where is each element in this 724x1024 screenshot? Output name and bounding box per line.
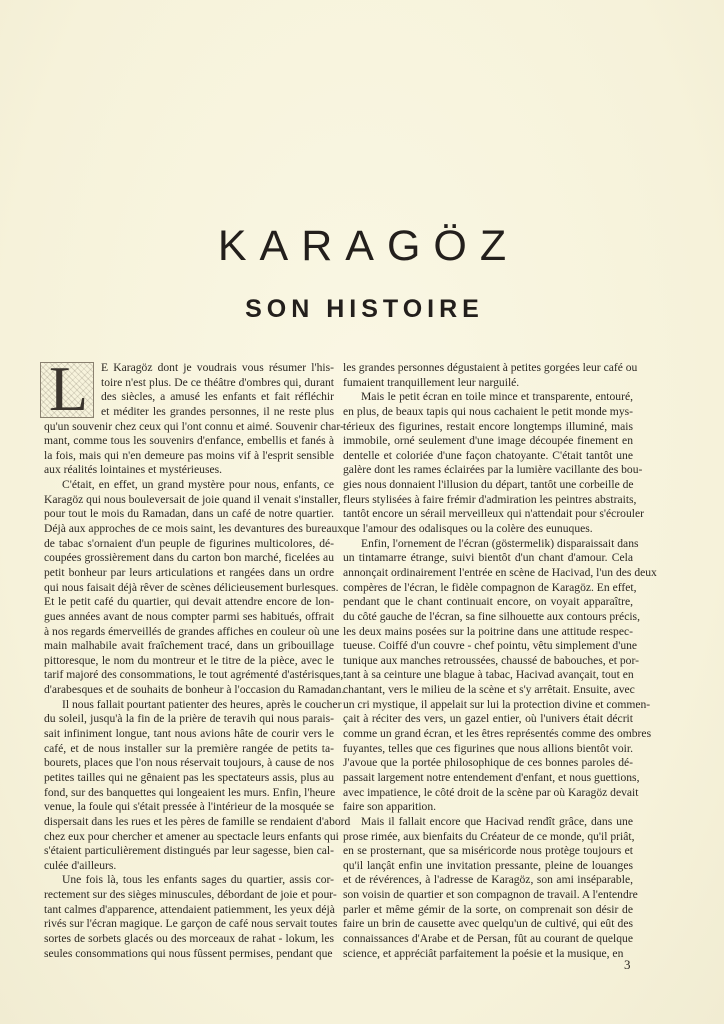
text-line: tant à sa ceinture une blague à tabac, Hacivad avançait, tout en [343, 668, 634, 682]
text-line: parler et même gémir de la sorte, on comprenait son désir de [343, 902, 633, 916]
text-line: d'arabesques et de souhaits de bonheur à l'occasion du Ramadan. [44, 683, 345, 697]
text-line: tarif majoré des consommations, le tout agrémenté d'astérisques, [44, 668, 344, 682]
text-line: gies nous donnaient l'illusion du départ, tantôt une corbeille de [343, 478, 634, 492]
text-line: C'était, en effet, un grand mystère pour nous, enfants, ce [62, 478, 334, 492]
text-line: Une fois là, tous les enfants sages du quartier, assis cor- [62, 873, 334, 887]
text-line: comme un grand écran, et les êtres représentés comme des ombres [343, 727, 652, 741]
paragraph [343, 390, 644, 536]
text-line: J'avoue que la portée philosophique de ces bonnes paroles dé- [343, 756, 633, 770]
text-line: térieux des figurines, restait encore longtemps illuminé, mais [343, 419, 633, 433]
text-line: et méditer les grandes personnes, il ne reste plus [101, 404, 334, 418]
text-line: fuyantes, telles que ces figurines que nous allions bientôt voir. [343, 741, 633, 755]
paragraph [343, 361, 638, 390]
text-line: qu'un souvenir chez ceux qui l'ont connu et aimé. Souvenir char- [44, 419, 344, 433]
text-line: fond, sur des banquettes qui longeaient les murs. Enfin, l'heure [44, 785, 336, 799]
text-line: fleurs stylisées à faire frémir d'admiration les peintres abstraits, [343, 492, 637, 506]
text-line: dentelle et coloriée d'une façon chatoyante. C'était tantôt une [343, 448, 633, 462]
text-line: pendant que le chant continuait encore, on voyait apparaître, [343, 595, 633, 609]
text-line: Mais le petit écran en toile mince et transparente, entouré, [361, 390, 633, 404]
article-subtitle: SON HISTOIRE [245, 295, 484, 323]
text-line: du soleil, jusqu'à la fin de la prière de teravih qui nous parais- [44, 712, 334, 726]
text-line: aux réalités lointaines et mystérieuses. [44, 463, 223, 477]
text-line: venue, la foule qui s'était pressée à l'intérieur de la mosquée se [44, 800, 335, 814]
text-line: petit bonheur par leurs articulations et rangées dans un ordre [44, 565, 334, 579]
text-line: prose rimée, aux bienfaits du Créateur de ce monde, qu'il priât, [343, 829, 635, 843]
text-line: son voisin de quartier et son compagnon de travail. A l'entendre [343, 888, 638, 902]
ornamental-drop-cap [40, 353, 94, 424]
text-line: tunique aux manches retroussées, chaussé de babouches, et por- [343, 653, 639, 667]
text-line: Déjà aux approches de ce mois saint, les devantures des bureaux [44, 522, 344, 536]
text-line: à nos regards émerveillés de grandes affiches en couleur où une [44, 624, 340, 638]
text-line: galère dont les rames éclairées par la lumière vacillante des bou- [343, 463, 643, 477]
text-line: çait à réciter des vers, un gazel entier, où l'univers était décrit [343, 712, 633, 726]
text-line: Mais il fallait encore que Hacivad rendît grâce, dans une [361, 814, 633, 828]
paragraph [44, 697, 351, 874]
text-line: seules consommations qui nous fûssent permises, pendant que [44, 946, 333, 960]
text-line: un cri mystique, il appelait sur lui la protection divine et commen- [343, 697, 651, 711]
text-line: immobile, orné seulement d'une image découpée finement en [343, 434, 633, 448]
text-line: les deux mains posées sur la poitrine dans une attitude respec- [343, 624, 633, 638]
text-line: pour tout le mois du Ramadan, dans un café de notre quartier. [44, 507, 334, 521]
text-line: E Karagöz dont je voudrais vous résumer l'his- [101, 361, 334, 374]
text-line: pittoresque, le nom du montreur et le titre de la pièce, avec le [44, 653, 334, 667]
text-line: rivés sur l'écran magique. Le garçon de café nous servait toutes [44, 917, 338, 931]
text-line: faire un brin de causette avec quelqu'un de cultivé, qui eût des [343, 917, 633, 931]
text-line: café, et de nous installer sur la première rangée de petits ta- [44, 741, 334, 755]
text-line: la fois, mais qui n'en demeure pas moins vif à l'esprit sensible [44, 448, 334, 462]
text-line: Et le petit café du quartier, qui devait attendre encore de lon- [44, 595, 334, 609]
text-line: mant, comme tous les souvenirs d'enfance, embellis et fanés à [44, 434, 334, 448]
text-line: Enfin, l'ornement de l'écran (göstermelik) disparaissait dans [361, 536, 639, 550]
drop-cap-letter: L [49, 353, 89, 424]
text-line: petites tailles qui ne gênaient pas les spectateurs assis, plus au [44, 770, 334, 784]
text-line: chantant, vers le milieu de la scène et s'y arrêtait. Ensuite, avec [343, 683, 635, 697]
text-line: en se prosternant, que sa miséricorde nous protège toujours et [343, 844, 633, 858]
text-line: et de révérences, à l'adresse de Karagöz, son ami inséparable, [343, 873, 633, 887]
text-line: les grandes personnes dégustaient à petites gorgées leur café ou [343, 361, 638, 374]
text-line: gues années avant de nous compter parmi ses habitués, offrait [44, 609, 334, 623]
article-title: KARAGÖZ [217, 222, 520, 270]
text-line: un tintamarre étrange, suivi bientôt d'un chant d'amour. Cela [343, 551, 633, 565]
paragraph [44, 873, 338, 961]
text-line: fumaient tranquillement leur narguilé. [343, 375, 520, 389]
text-line: tueuse. Coiffé d'un couvre - chef pointu, vêtu simplement d'une [343, 639, 638, 653]
text-line: science, et appréciât parfaitement la poésie et la musique, en [343, 946, 624, 960]
text-column-left [44, 353, 351, 961]
text-line: du côté gauche de l'écran, sa fine silhouette aux contours précis, [343, 609, 640, 623]
text-line: coupées grossièrement dans du carton bon marché, ficelées au [44, 551, 334, 565]
text-line: rectement sur des sièges minuscules, débordant de joie et pour- [44, 888, 337, 902]
paragraph [343, 536, 657, 815]
text-line: de tabac s'ornaient d'un peuple de figurines multicolores, dé- [44, 536, 334, 550]
text-line: faire son apparition. [343, 800, 437, 814]
text-line: sortes de sorbets glacés ou des morceaux de rahat - lokum, les [44, 931, 334, 945]
text-line: chez eux pour chercher et amener au spectacle leurs enfants qui [44, 829, 339, 843]
text-line: sait infiniment longue, tant nous avions hâte de courir vers le [44, 727, 334, 741]
text-column-right [343, 361, 657, 961]
text-line: en plus, de beaux tapis qui nous cachaient le petit monde mys- [343, 404, 633, 418]
paragraph [44, 478, 345, 698]
text-line: bourets, places que l'on nous réservait toujours, à cause de nos [44, 756, 334, 770]
text-line: toire n'est plus. De ce théâtre d'ombres qui, durant [101, 375, 334, 389]
text-line: Il nous fallait pourtant patienter des heures, après le coucher [62, 697, 342, 711]
text-line: que l'amour des odalisques ou la colère des eunuques. [343, 522, 593, 536]
text-line: annonçait ordinairement l'entrée en scène de Hacivad, l'un des deux [343, 565, 657, 579]
text-line: main malhabile avait fraîchement tracé, dans un gribouillage [44, 639, 334, 653]
text-line: connaissances d'Arabe et de Persan, fût au courant de quelque [343, 931, 633, 945]
text-line: culée d'ailleurs. [44, 858, 117, 872]
text-line: passait largement notre entendement d'enfant, et nous guettions, [343, 770, 640, 784]
text-line: dispersait dans les rues et les pères de famille se rendaient d'abord [44, 814, 351, 828]
text-line: des siècles, a amusé les enfants et fait réfléchir [101, 390, 334, 404]
text-line: qu'il lançât enfin une invitation pressante, pleine de louanges [343, 858, 633, 872]
text-line: Karagöz qui nous bouleversait de joie quand il venait s'installer, [44, 492, 341, 506]
page-number: 3 [624, 957, 631, 972]
text-line: tant calmes d'apparence, attendaient patiemment, les yeux déjà [44, 902, 335, 916]
text-line: avec impatience, le côté droit de la scène par où Karagöz devait [343, 785, 639, 799]
text-line: tantôt encore un sérail merveilleux qui n'attendait pour s'écrouler [343, 507, 644, 521]
paragraph [343, 814, 638, 961]
text-line: qui nous faisait déjà rêver de scènes délicieusement burlesques. [44, 580, 339, 594]
text-line: s'étaient particulièrement distingués par leur sagesse, bien cal- [44, 844, 334, 858]
text-line: compères de l'écran, le fidèle compagnon de Karagöz. En effet, [343, 580, 637, 594]
